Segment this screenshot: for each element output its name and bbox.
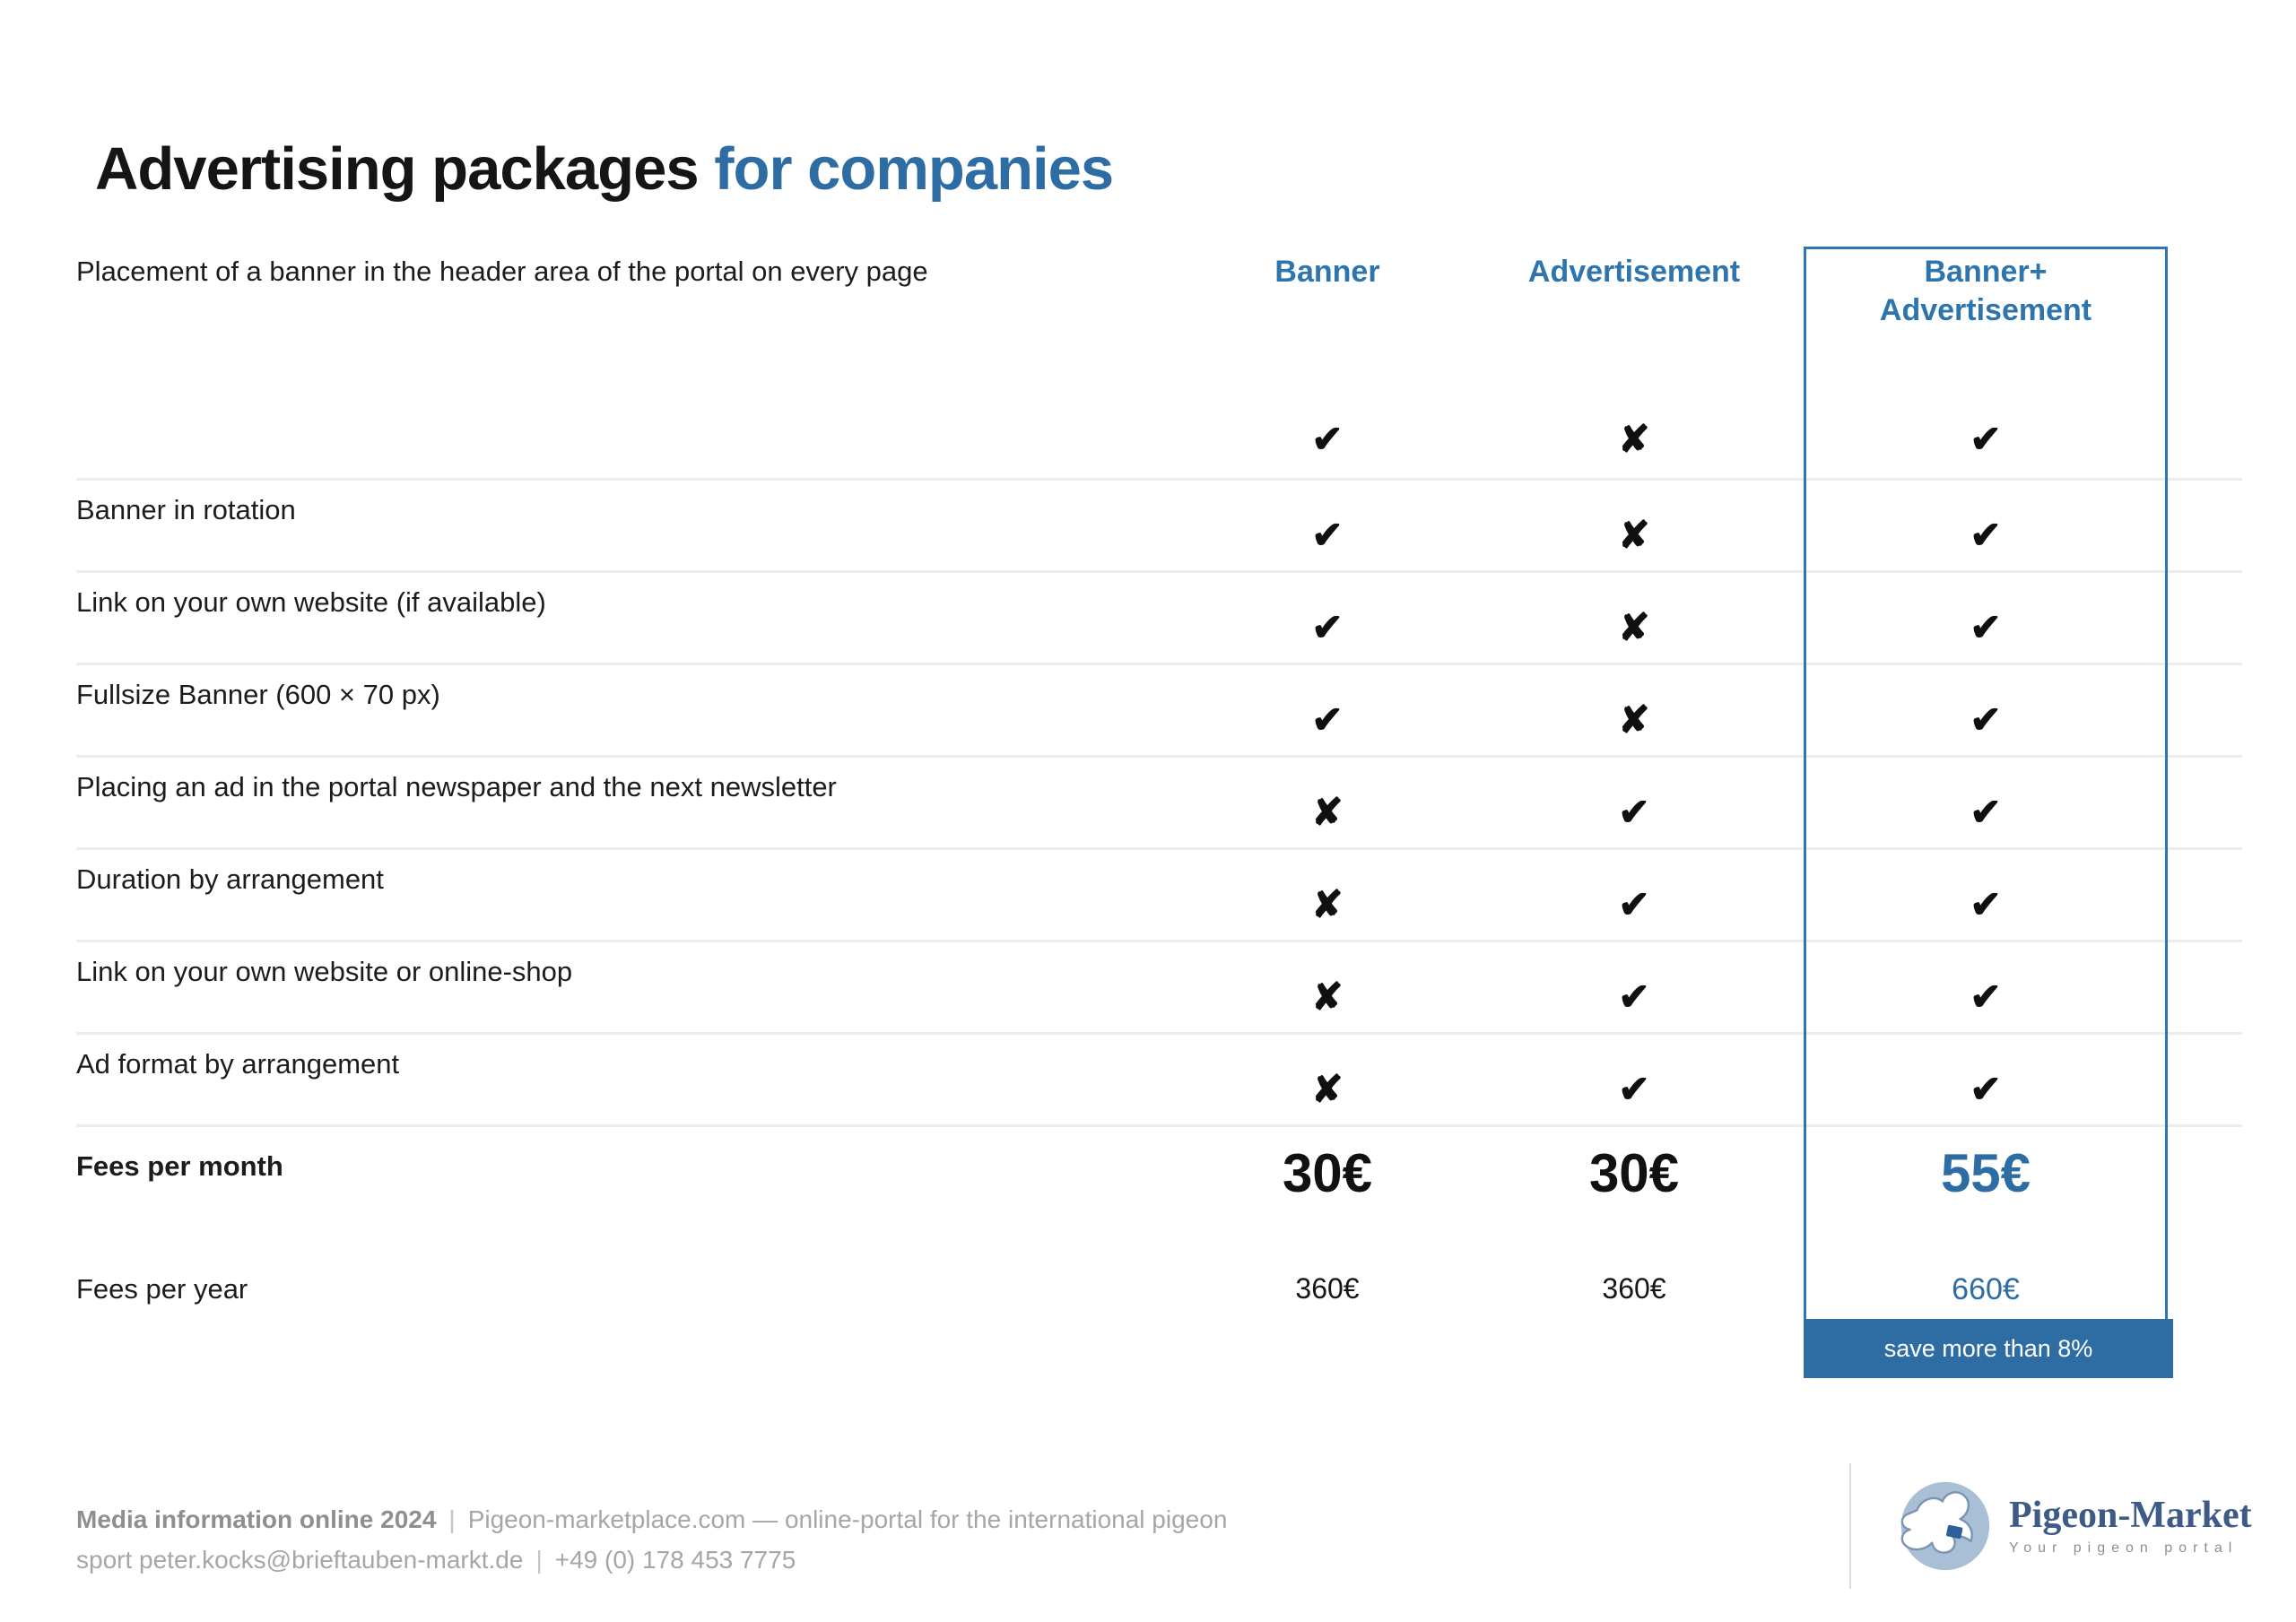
check-icon: ✔ [1311,418,1344,460]
footer-email: sport peter.kocks@brieftauben-markt.de [76,1546,524,1574]
cross-icon: ✘ [1618,514,1650,556]
table-row [76,1032,2242,1124]
table-row [76,570,2242,663]
page-title-main: Advertising packages [95,135,699,203]
footer-media-info: Media information online 2024 [76,1505,437,1533]
check-icon: ✔ [1311,514,1344,556]
row-label: Link on your own website (if available) [76,586,546,618]
footer-divider: | [535,1546,543,1574]
row-label: Link on your own website or online-shop [76,956,573,987]
brand-name: Pigeon-Market [2009,1494,2252,1536]
footer [76,1499,1227,1580]
table-row [76,940,2242,1032]
table-row [76,663,2242,755]
yearly-price-advertisement: 360€ [1602,1272,1666,1305]
save-badge: save more than 8% [1804,1319,2173,1378]
footer-line-1 [76,1499,1227,1540]
table-row [76,847,2242,940]
fees-per-month-label: Fees per month [76,1150,283,1182]
cross-icon: ✘ [1311,1068,1344,1110]
check-icon: ✔ [1618,1068,1650,1110]
page-title-accent: for companies [714,135,1114,203]
monthly-price-banner: 30€ [1282,1143,1373,1203]
footer-line-2 [76,1540,1227,1580]
row-label: Banner in rotation [76,494,296,525]
table-row [76,755,2242,847]
row-label: Fullsize Banner (600 × 70 px) [76,679,440,710]
check-icon: ✔ [1618,791,1650,833]
page-title [95,134,1113,204]
pricing-table [76,247,2242,1378]
check-icon: ✔ [1618,976,1650,1018]
footer-portal-text: Pigeon-marketplace.com — online-portal for the international pigeon [467,1505,1228,1533]
cross-icon: ✘ [1311,976,1344,1018]
brand-block [1849,1463,2252,1589]
yearly-price-banner-advertisement: 660€ [1952,1272,2020,1306]
row-label: Placing an ad in the portal newspaper and the next newsletter [76,771,837,802]
monthly-price-banner-advertisement: 55€ [1940,1143,2031,1203]
check-icon: ✔ [1970,883,2002,925]
check-icon: ✔ [1970,514,2002,556]
column-header-banner-advertisement: Banner+ Advertisement [1879,255,2092,327]
check-icon: ✔ [1970,698,2002,741]
check-icon: ✔ [1311,606,1344,648]
column-header-banner: Banner [1274,255,1380,289]
pigeon-logo-icon [1889,1473,1995,1579]
cross-icon: ✘ [1618,606,1650,648]
check-icon: ✔ [1970,418,2002,460]
cross-icon: ✘ [1618,698,1650,741]
row-label: Duration by arrangement [76,863,384,895]
check-icon: ✔ [1311,698,1344,741]
check-icon: ✔ [1970,791,2002,833]
check-icon: ✔ [1970,1068,2002,1110]
fees-per-month-row [76,1124,2242,1259]
footer-phone: +49 (0) 178 453 7775 [554,1546,796,1574]
fees-per-year-row [76,1259,2242,1378]
brand-text [2009,1496,2252,1557]
check-icon: ✔ [1970,606,2002,648]
check-icon: ✔ [1970,976,2002,1018]
table-header-row [76,247,2242,478]
yearly-price-banner: 360€ [1295,1272,1360,1305]
cross-icon: ✘ [1311,883,1344,925]
row-label: Ad format by arrangement [76,1048,400,1080]
column-header-advertisement: Advertisement [1527,255,1741,289]
check-icon: ✔ [1618,883,1650,925]
cross-icon: ✘ [1311,791,1344,833]
footer-divider: | [448,1505,456,1533]
table-row [76,478,2242,570]
fees-per-year-label: Fees per year [76,1273,248,1305]
monthly-price-advertisement: 30€ [1588,1143,1680,1203]
cross-icon: ✘ [1618,418,1650,460]
row-label: Placement of a banner in the header area of the portal on every page [76,256,928,287]
brand-tagline: Your pigeon portal [2009,1540,2239,1556]
